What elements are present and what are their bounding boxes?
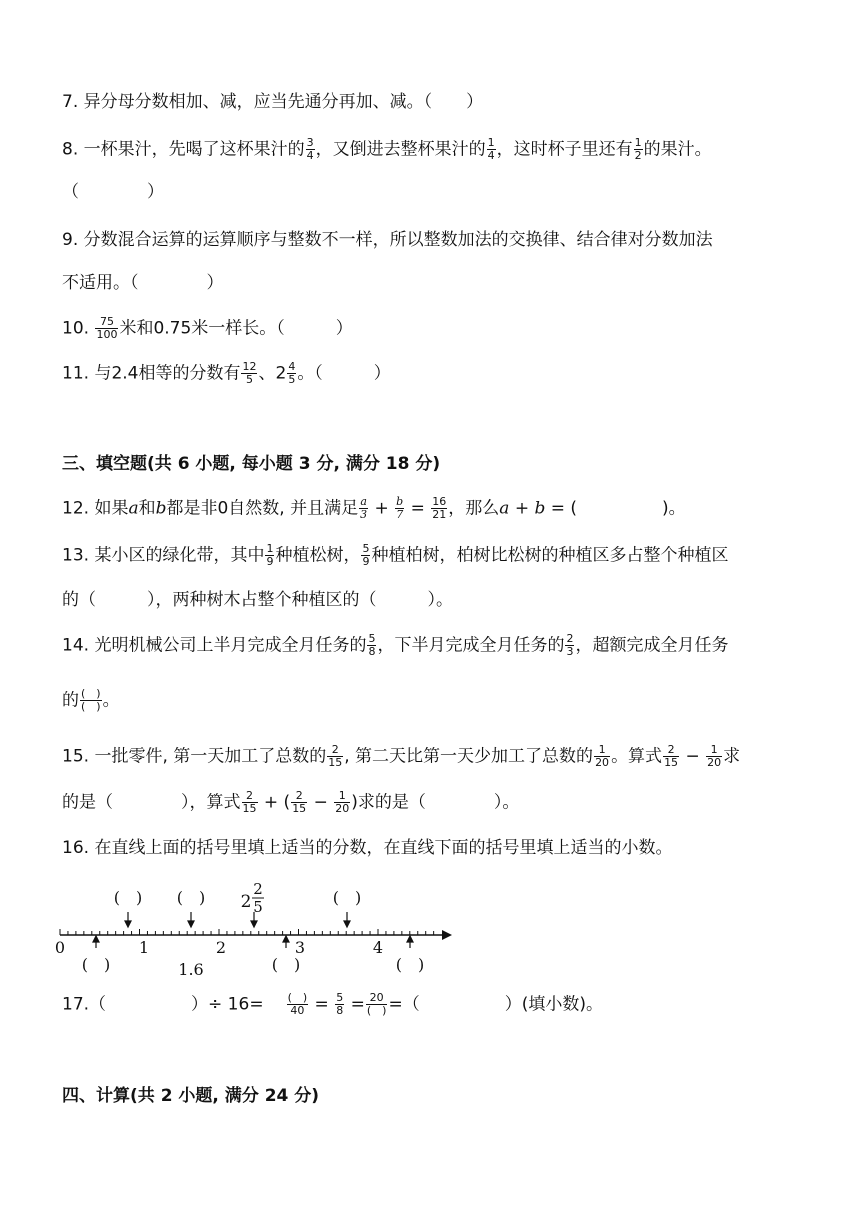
arrow-up-icon <box>407 936 413 942</box>
q8-answer-paren[interactable]: （ ） <box>62 182 164 202</box>
answer-blank-below-1[interactable]: ( ) <box>81 955 111 974</box>
q8-text-b: ，又倒进去整杯果汁的 <box>315 139 486 160</box>
q8-text-d: 的果汁。 <box>643 139 712 160</box>
fraction: $\frac{1}{2}$ <box>634 136 642 162</box>
answer-fraction-blank[interactable]: $\frac{( )}{40}$ <box>287 991 308 1017</box>
fraction: $\frac{1}{20}$ <box>335 789 350 815</box>
mixed-whole: 2 <box>240 892 252 912</box>
fraction: $\frac{5}{8}$ <box>368 632 376 658</box>
answer-fraction-blank[interactable]: $\frac{( )}{( )}$ <box>81 687 101 713</box>
q10-text-a: 10. <box>62 318 95 339</box>
question-17: 17.（ ）÷ 16= $\frac{( )}{40}$ = $\frac{5}{8}$ = $\frac{20}{( )}$ =（ ）(填小数)。 <box>62 991 603 1017</box>
question-14-line2: 的 $\frac{( )}{( )}$ 。 <box>62 687 120 713</box>
arrow-down-icon <box>188 921 194 927</box>
answer-blank-below-2[interactable]: ( ) <box>271 955 301 974</box>
answer-fraction-blank[interactable]: $\frac{20}{( )}$ <box>366 991 387 1017</box>
fraction: $\frac{12}{5}$ <box>242 360 257 386</box>
fraction: $\frac{4}{5}$ <box>288 360 296 386</box>
q8-text-c: ，这时杯子里还有 <box>496 139 633 160</box>
question-10 <box>62 316 353 341</box>
tick-label-1-6: 1.6 <box>178 960 204 977</box>
q11-text-c: 。（ ） <box>297 363 391 384</box>
number-line <box>52 872 472 977</box>
tick-label-2: 2 <box>215 938 227 957</box>
question-16: 16. 在直线上面的括号里填上适当的分数，在直线下面的括号里填上适当的小数。 <box>62 838 673 858</box>
q10-text-b: 米和0.75米一样长。（ ） <box>119 318 353 339</box>
fraction: $\frac{16}{21}$ <box>432 495 447 521</box>
fraction: $\frac{1}{20}$ <box>595 743 610 769</box>
fraction: $\frac{a}{3}$ <box>360 495 368 521</box>
fraction: $\frac{2}{3}$ <box>566 632 574 658</box>
q9-line1: 9. 分数混合运算的运算顺序与整数不一样，所以整数加法的交换律、结合律对分数加法 <box>62 230 713 250</box>
question-13-line2: 的（ ），两种树木占整个种植区的（ ）。 <box>62 590 453 610</box>
arrow-down-icon <box>251 921 257 927</box>
mixed-numerator: 2 <box>253 880 263 898</box>
tick-label-3: 3 <box>294 938 306 957</box>
fraction: $\frac{2}{15}$ <box>328 743 343 769</box>
question-9 <box>62 228 713 252</box>
fraction: $\frac{2}{15}$ <box>292 789 307 815</box>
q11-text-b: 、2 <box>258 363 287 384</box>
arrow-up-icon <box>93 936 99 942</box>
fraction: $\frac{5}{9}$ <box>362 542 370 568</box>
answer-blank-above-1[interactable]: ( ) <box>113 888 143 907</box>
fraction: $\frac{b}{7}$ <box>396 495 404 521</box>
fraction: $\frac{5}{8}$ <box>336 991 344 1017</box>
arrow-right-icon <box>442 930 452 940</box>
tick-label-4: 4 <box>372 938 384 957</box>
question-11 <box>62 361 391 386</box>
question-15-line2: 的是（ ），算式 $\frac{2}{15}$ + ( $\frac{2}{15}$ − $\frac{1}{20}$ )求的是（ ）。 <box>62 789 520 815</box>
fraction: $\frac{1}{4}$ <box>487 136 495 162</box>
tick-label-0: 0 <box>54 938 66 957</box>
q7-text: 7. 异分母分数相加、减，应当先通分再加、减。（ ） <box>62 92 484 112</box>
tick-label-1: 1 <box>138 938 150 957</box>
answer-blank-above-2[interactable]: ( ) <box>176 888 206 907</box>
arrow-down-icon <box>125 921 131 927</box>
fraction: $\frac{1}{9}$ <box>266 542 274 568</box>
question-12: 12. 如果a和b都是非0自然数, 并且满足 $\frac{a}{3}$ + $\frac{b}{7}$ = $\frac{16}{21}$ ，那么a + b = ( )。 <box>62 495 686 521</box>
fraction: $\frac{3}{4}$ <box>306 136 314 162</box>
question-7 <box>62 90 483 114</box>
question-8 <box>62 137 712 162</box>
mixed-denominator: 5 <box>253 898 263 916</box>
arrow-down-icon <box>344 921 350 927</box>
answer-blank-above-3[interactable]: ( ) <box>332 888 362 907</box>
q8-text-a: 8. 一杯果汁，先喝了这杯果汁的 <box>62 139 305 160</box>
section-4-title: 四、计算(共 2 小题, 满分 24 分) <box>62 1086 320 1106</box>
arrow-up-icon <box>283 936 289 942</box>
q9-line2: 不适用。（ ） <box>62 273 224 293</box>
fraction: $\frac{75}{100}$ <box>96 315 118 341</box>
question-15: 15. 一批零件, 第一天加工了总数的 $\frac{2}{15}$ , 第二天比第一天少加工了总数的 $\frac{1}{20}$ 。算式 $\frac{2}{15}$ − $\frac{1}{20}$ 求 <box>62 743 741 769</box>
answer-blank-below-3[interactable]: ( ) <box>395 955 425 974</box>
question-9-line2 <box>62 271 224 295</box>
question-14: 14. 光明机械公司上半月完成全月任务的 $\frac{5}{8}$ ，下半月完成全月任务的 $\frac{2}{3}$ ，超额完成全月任务 <box>62 632 729 658</box>
fraction: $\frac{2}{15}$ <box>242 789 257 815</box>
question-13: 13. 某小区的绿化带，其中 $\frac{1}{9}$ 种植松树， $\frac{5}{9}$ 种植柏树，柏树比松树的种植区多占整个种植区 <box>62 542 729 568</box>
fraction: $\frac{2}{15}$ <box>664 743 679 769</box>
fraction: $\frac{1}{20}$ <box>707 743 722 769</box>
section-3-title: 三、填空题(共 6 小题, 每小题 3 分, 满分 18 分) <box>62 454 441 474</box>
q11-text-a: 11. 与2.4相等的分数有 <box>62 363 241 384</box>
